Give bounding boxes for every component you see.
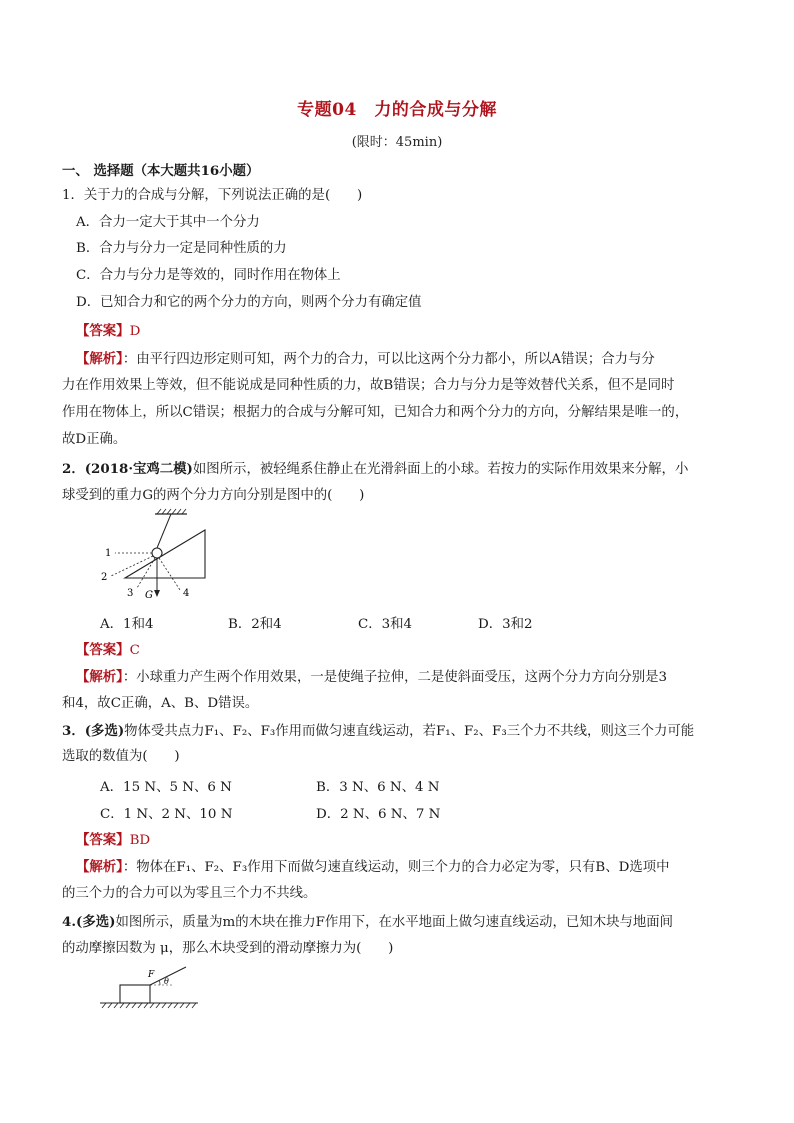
incline-plane	[125, 530, 205, 578]
q1-option-a: A．合力一定大于其中一个分力	[76, 215, 260, 230]
q1-option-c: C．合力与分力是等效的，同时作用在物体上	[76, 268, 341, 283]
q2-analysis-line-1	[76, 668, 736, 687]
analysis-text: ：物体在F₁、F₂、F₃作用下而做匀速直线运动，则三个力的合力必定为零，只有B、D选项中	[122, 860, 670, 875]
block	[120, 985, 150, 1003]
q2-option-d: D．3和2	[478, 617, 533, 632]
answer-value: C	[129, 643, 140, 658]
ground-hatch	[102, 1003, 196, 1008]
q2-analysis-line-2: 和4，故C正确，A、B、D错误。	[62, 696, 259, 711]
string-line	[157, 514, 171, 548]
q2-answer	[76, 641, 736, 660]
label-f: F	[148, 970, 155, 980]
q3-answer	[76, 831, 736, 850]
q4-tag: (多选)	[75, 914, 116, 930]
q3-option-a: A．15 N、5 N、6 N	[100, 780, 232, 795]
label-theta: θ	[164, 977, 169, 986]
q1-analysis-line-4: 故D正确。	[62, 432, 127, 447]
answer-value: D	[129, 324, 141, 339]
q2-source: (2018·宝鸡二模)	[84, 461, 193, 477]
time-limit: (限时：45min)	[351, 135, 443, 150]
label-1: 1	[105, 548, 112, 559]
q3-stem-line-1	[62, 722, 722, 741]
q4-number: 4.	[62, 914, 76, 930]
q2-number: 2．	[62, 461, 85, 477]
q3-stem-text: 物体受共点力F₁、F₂、F₃作用而做匀速直线运动，若F₁、F₂、F₃三个力不共线，则这三个力可能	[124, 724, 695, 739]
label-3: 3	[127, 588, 134, 599]
q2-option-b: B．2和4	[228, 617, 282, 632]
label-4: 4	[183, 588, 190, 599]
ball-icon	[152, 548, 162, 558]
q2-option-a: A．1和4	[100, 617, 154, 632]
q2-figure-incline	[95, 508, 225, 600]
q1-analysis-line-3: 作用在物体上，所以C错误；根据力的合成与分解可知，已知合力和两个分力的方向，分解结果是唯一的，	[62, 405, 689, 420]
q4-stem-line-1	[62, 913, 722, 932]
angle-arc	[159, 980, 160, 985]
answer-label: 【答案】	[76, 642, 130, 658]
q1-option-d: D．已知合力和它的两个分力的方向，则两个分力有确定值	[76, 295, 422, 310]
q3-analysis-line-1	[76, 858, 736, 877]
q4-stem-line-2: 的动摩擦因数为 μ，那么木块受到的滑动摩擦力为( )	[62, 941, 394, 956]
q1-option-b: B．合力与分力一定是同种性质的力	[76, 241, 287, 256]
q3-number: 3．	[62, 723, 85, 739]
q3-option-b: B．3 N、6 N、4 N	[316, 780, 440, 795]
q3-tag: (多选)	[84, 723, 125, 739]
q3-stem-line-2: 选取的数值为( )	[62, 749, 180, 764]
q2-stem-line-1	[62, 460, 722, 479]
answer-label: 【答案】	[76, 832, 130, 848]
q1-analysis-line-2: 力在作用效果上等效，但不能说成是同种性质的力，故B错误；合力与分力是等效替代关系，但不是同时	[62, 378, 675, 393]
answer-label: 【答案】	[76, 323, 130, 339]
analysis-label: 【解析】	[76, 859, 123, 875]
section-heading: 一、 选择题（本大题共16小题）	[62, 163, 260, 179]
q4-figure-block	[98, 965, 208, 1015]
q3-option-c: C．1 N、2 N、10 N	[100, 807, 233, 822]
force-direction-lines	[111, 553, 180, 590]
q3-option-d: D．2 N、6 N、7 N	[316, 807, 441, 822]
q1-answer	[76, 322, 736, 341]
analysis-label: 【解析】	[76, 351, 123, 367]
q4-stem-text: 如图所示，质量为m的木块在推力F作用下，在水平地面上做匀速直线运动，已知木块与地面间	[115, 915, 674, 930]
q2-option-c: C．3和4	[358, 617, 413, 632]
analysis-text: ：小球重力产生两个作用效果，一是使绳子拉伸，二是使斜面受压，这两个分力方向分别是3	[122, 670, 668, 685]
q2-stem-text: 如图所示，被轻绳系住静止在光滑斜面上的小球。若按力的实际作用效果来分解，小	[192, 462, 689, 477]
analysis-label: 【解析】	[76, 669, 123, 685]
q1-analysis-line-1	[76, 350, 736, 369]
gravity-arrowhead-icon	[154, 590, 160, 597]
analysis-text: ：由平行四边形定则可知，两个力的合力，可以比这两个分力都小，所以A错误；合力与分	[122, 352, 655, 367]
page-title: 专题04 力的合成与分解	[297, 100, 497, 120]
q1-stem: 1．关于力的合成与分解，下列说法正确的是( )	[62, 188, 363, 203]
q2-stem-line-2: 球受到的重力G的两个分力方向分别是图中的( )	[62, 488, 365, 503]
q3-analysis-line-2: 的三个力的合力可以为零且三个力不共线。	[62, 886, 317, 901]
answer-value: BD	[129, 833, 151, 848]
ceiling-hatch	[157, 509, 186, 514]
label-g: G	[145, 590, 153, 600]
label-2: 2	[101, 572, 108, 583]
